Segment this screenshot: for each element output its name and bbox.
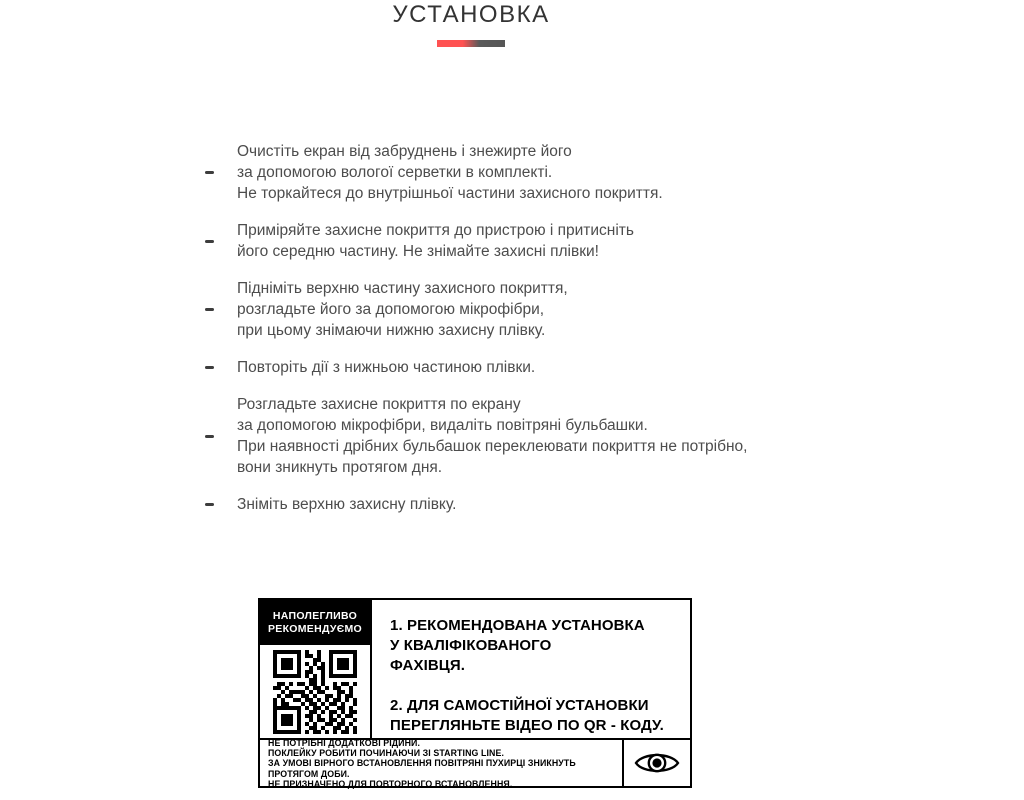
dash-bullet-icon [205, 171, 214, 174]
instruction-text [237, 494, 845, 515]
instruction-item [205, 141, 845, 204]
recommendation-box-top-row [260, 600, 690, 740]
instruction-line: вони зникнуть протягом дня. [237, 459, 443, 476]
footnote-line: НЕ ПРИЗНАЧЕНО ДЛЯ ПОВТОРНОГО ВСТАНОВЛЕННЯ. [268, 778, 513, 789]
instruction-line: При наявності дрібних бульбашок переклеювати покриття не потрібно, [237, 438, 748, 455]
footnote-line: ЗА УМОВІ ВІРНОГО ВСТАНОВЛЕННЯ ПОВІТРЯНІ ПУХИРЦІ ЗНИКНУТЬ ПРОТЯГОМ ДОБИ. [268, 758, 576, 779]
instruction-line: Зніміть верхню захисну плівку. [237, 496, 457, 513]
dash-bullet-icon [205, 503, 214, 506]
instruction-item [205, 278, 845, 341]
dash-bullet-icon [205, 435, 214, 438]
dash-bullet-icon [205, 308, 214, 311]
instruction-line: Повторіть дії з нижньою частиною плівки. [237, 359, 536, 376]
instruction-text [237, 357, 845, 378]
page-title: УСТАНОВКА [392, 1, 550, 28]
recommendation-point-line: ПЕРЕГЛЯНЬТЕ ВІДЕО ПО QR - КОДУ. [390, 717, 664, 734]
recommendation-box-bottom-row [260, 737, 690, 789]
title-divider [437, 40, 505, 47]
instruction-line: Очистіть екран від забруднень і знежирте його [237, 143, 572, 160]
recommendation-point-line: 1. РЕКОМЕНДОВАНА УСТАНОВКА [390, 617, 645, 634]
recommendation-point-line: ФАХІВЦЯ. [390, 657, 465, 674]
qr-header-line2: РЕКОМЕНДУЄМО [267, 623, 363, 635]
instruction-text [237, 220, 845, 262]
instruction-line: Підніміть верхню частину захисного покриття, [237, 280, 568, 297]
instruction-line: за допомогою мікрофібри, видаліть повітряні бульбашки. [237, 417, 648, 434]
instruction-line: Приміряйте захисне покриття до пристрою і притисніть [237, 222, 634, 239]
instruction-line: за допомогою вологої серветки в комплекті. [237, 164, 553, 181]
instruction-item [205, 494, 845, 515]
instruction-line: Розгладьте захисне покриття по екрану [237, 396, 521, 413]
instruction-list [205, 141, 845, 531]
footnotes-cell [260, 737, 624, 789]
footnote-line: НЕ ПОТРІБНІ ДОДАТКОВІ РІДИНИ. [268, 737, 420, 748]
footnote-line: ПОКЛЕЙКУ РОБИТИ ПОЧИНАЮЧИ ЗІ STARTING LINE. [268, 748, 504, 759]
instruction-line: Не торкайтеся до внутрішньої частини захисного покриття. [237, 185, 663, 202]
dash-bullet-icon [205, 240, 214, 243]
instruction-text [237, 141, 845, 204]
qr-wrap [260, 645, 370, 738]
instruction-line: його середню частину. Не знімайте захисні плівки! [237, 243, 599, 260]
recommendation-point-line: 2. ДЛЯ САМОСТІЙНОЇ УСТАНОВКИ [390, 697, 649, 714]
qr-header-line1: НАПОЛЕГЛИВО [272, 610, 358, 622]
points-cell [372, 600, 690, 738]
recommendation-box [258, 598, 692, 788]
recommendation-point [390, 616, 684, 676]
instruction-text [237, 278, 845, 341]
eye-icon [634, 748, 680, 778]
recommendation-point-line: У КВАЛІФІКОВАНОГО [390, 637, 552, 654]
recommendation-point [390, 696, 684, 736]
instruction-item [205, 357, 845, 378]
instruction-item [205, 394, 845, 478]
instruction-line: при цьому знімаючи нижню захисну плівку. [237, 322, 546, 339]
instruction-item [205, 220, 845, 262]
qr-cell [260, 600, 372, 738]
instruction-text [237, 394, 845, 478]
qr-code-icon [273, 650, 357, 734]
instruction-line: розгладьте його за допомогою мікрофібри, [237, 301, 545, 318]
dash-bullet-icon [205, 366, 214, 369]
eye-cell [624, 740, 690, 786]
qr-cell-header [260, 600, 370, 645]
